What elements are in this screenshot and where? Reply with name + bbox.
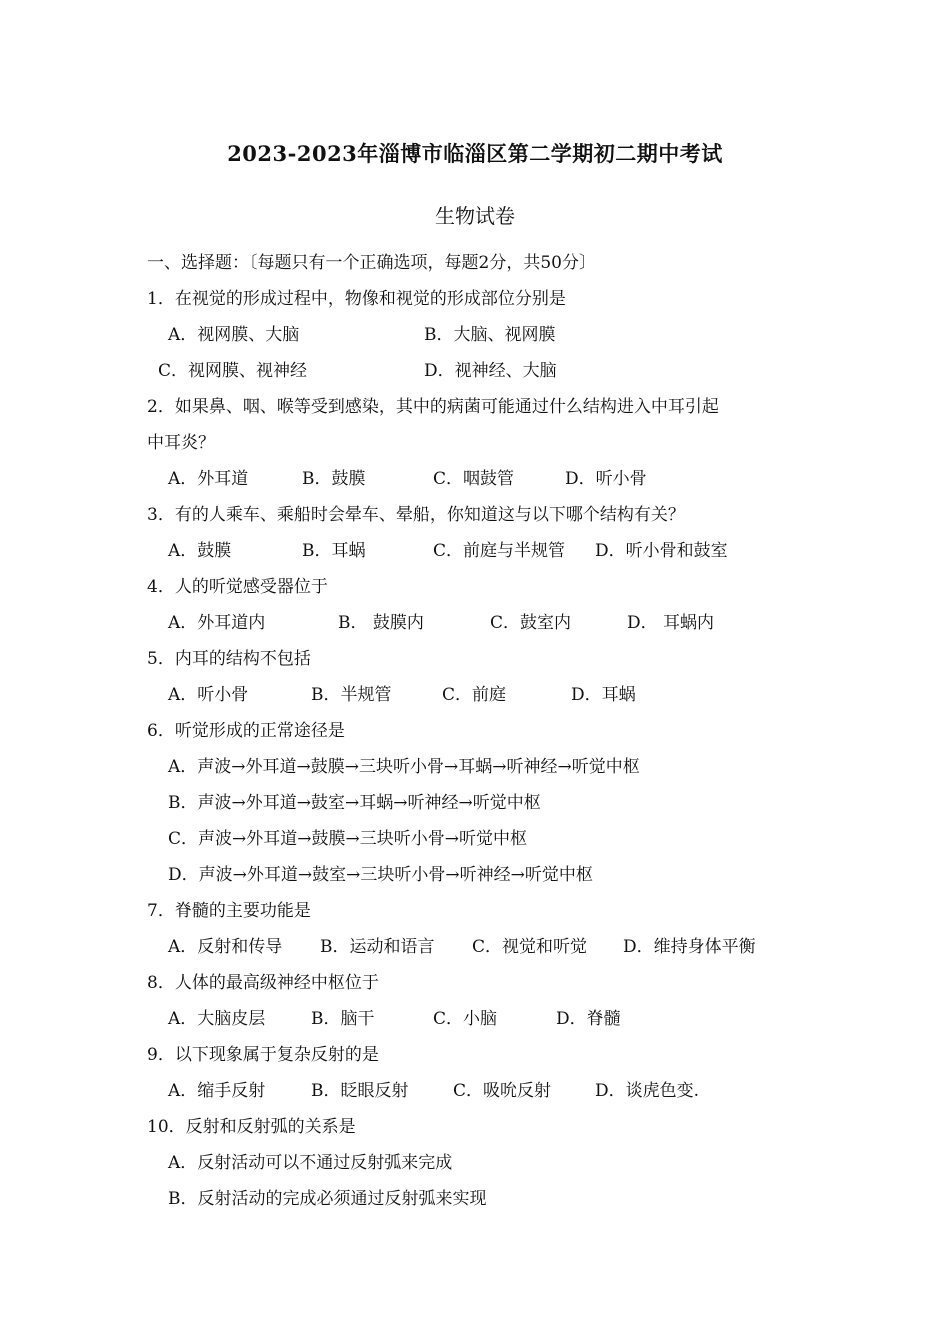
question-1: 1．在视觉的形成过程中，物像和视觉的形成部位分别是 bbox=[147, 289, 566, 309]
option-2d: D．听小骨 bbox=[565, 469, 647, 489]
option-6b: B．声波→外耳道→鼓室→耳蜗→听神经→听觉中枢 bbox=[168, 793, 541, 813]
option-10b: B．反射活动的完成必须通过反射弧来实现 bbox=[168, 1189, 487, 1209]
question-10: 10．反射和反射弧的关系是 bbox=[147, 1117, 356, 1137]
option-8b: B．脑干 bbox=[311, 1009, 375, 1029]
option-8c: C．小脑 bbox=[433, 1009, 498, 1029]
option-9d: D．谈虎色变. bbox=[595, 1081, 700, 1101]
option-2b: B．鼓膜 bbox=[302, 469, 366, 489]
option-3c: C．前庭与半规管 bbox=[433, 541, 566, 561]
option-2a: A．外耳道 bbox=[168, 469, 249, 489]
option-1b: B．大脑、视网膜 bbox=[424, 325, 556, 345]
option-3a: A．鼓膜 bbox=[168, 541, 232, 561]
question-3: 3．有的人乘车、乘船时会晕车、晕船，你知道这与以下哪个结构有关？ bbox=[147, 505, 685, 525]
option-5c: C．前庭 bbox=[442, 685, 507, 705]
option-8d: D．脊髓 bbox=[556, 1009, 621, 1029]
option-7d: D．维持身体平衡 bbox=[623, 937, 756, 957]
option-3d: D．听小骨和鼓室 bbox=[595, 541, 728, 561]
option-6a: A．声波→外耳道→鼓膜→三块听小骨→耳蜗→听神经→听觉中枢 bbox=[168, 757, 640, 777]
option-6d: D．声波→外耳道→鼓室→三块听小骨→听神经→听觉中枢 bbox=[168, 865, 593, 885]
option-4b: B． 鼓膜内 bbox=[338, 613, 424, 633]
option-7c: C．视觉和听觉 bbox=[472, 937, 588, 957]
option-5d: D．耳蜗 bbox=[571, 685, 636, 705]
option-9c: C．吸吮反射 bbox=[453, 1081, 552, 1101]
option-1c: C．视网膜、视神经 bbox=[158, 361, 308, 381]
question-6: 6．听觉形成的正常途径是 bbox=[147, 721, 345, 741]
question-9: 9．以下现象属于复杂反射的是 bbox=[147, 1045, 379, 1065]
option-3b: B．耳蜗 bbox=[302, 541, 366, 561]
option-1d: D．视神经、大脑 bbox=[424, 361, 557, 381]
option-9a: A．缩手反射 bbox=[168, 1081, 266, 1101]
question-4: 4．人的听觉感受器位于 bbox=[147, 577, 328, 597]
option-6c: C．声波→外耳道→鼓膜→三块听小骨→听觉中枢 bbox=[168, 829, 527, 849]
section-heading: 一、选择题：〔每题只有一个正确选项，每题2分，共50分〕 bbox=[147, 253, 596, 273]
option-5b: B．半规管 bbox=[311, 685, 392, 705]
question-8: 8．人体的最高级神经中枢位于 bbox=[147, 973, 379, 993]
question-5: 5．内耳的结构不包括 bbox=[147, 649, 311, 669]
option-10a: A．反射活动可以不通过反射弧来完成 bbox=[168, 1153, 453, 1173]
option-4c: C．鼓室内 bbox=[490, 613, 572, 633]
option-4d: D． 耳蜗内 bbox=[627, 613, 715, 633]
question-7: 7．脊髓的主要功能是 bbox=[147, 901, 311, 921]
option-8a: A．大脑皮层 bbox=[168, 1009, 266, 1029]
option-2c: C．咽鼓管 bbox=[433, 469, 515, 489]
option-7b: B．运动和语言 bbox=[320, 937, 435, 957]
option-1a: A．视网膜、大脑 bbox=[168, 325, 300, 345]
exam-title: 2023-2023年淄博市临淄区第二学期初二期中考试 bbox=[227, 141, 723, 166]
question-2: 2．如果鼻、咽、喉等受到感染，其中的病菌可能通过什么结构进入中耳引起 bbox=[147, 397, 719, 417]
question-2-cont: 中耳炎？ bbox=[147, 433, 215, 453]
option-7a: A．反射和传导 bbox=[168, 937, 283, 957]
option-5a: A．听小骨 bbox=[168, 685, 249, 705]
option-9b: B．眨眼反射 bbox=[311, 1081, 409, 1101]
exam-subtitle: 生物试卷 bbox=[435, 204, 515, 228]
option-4a: A．外耳道内 bbox=[168, 613, 266, 633]
